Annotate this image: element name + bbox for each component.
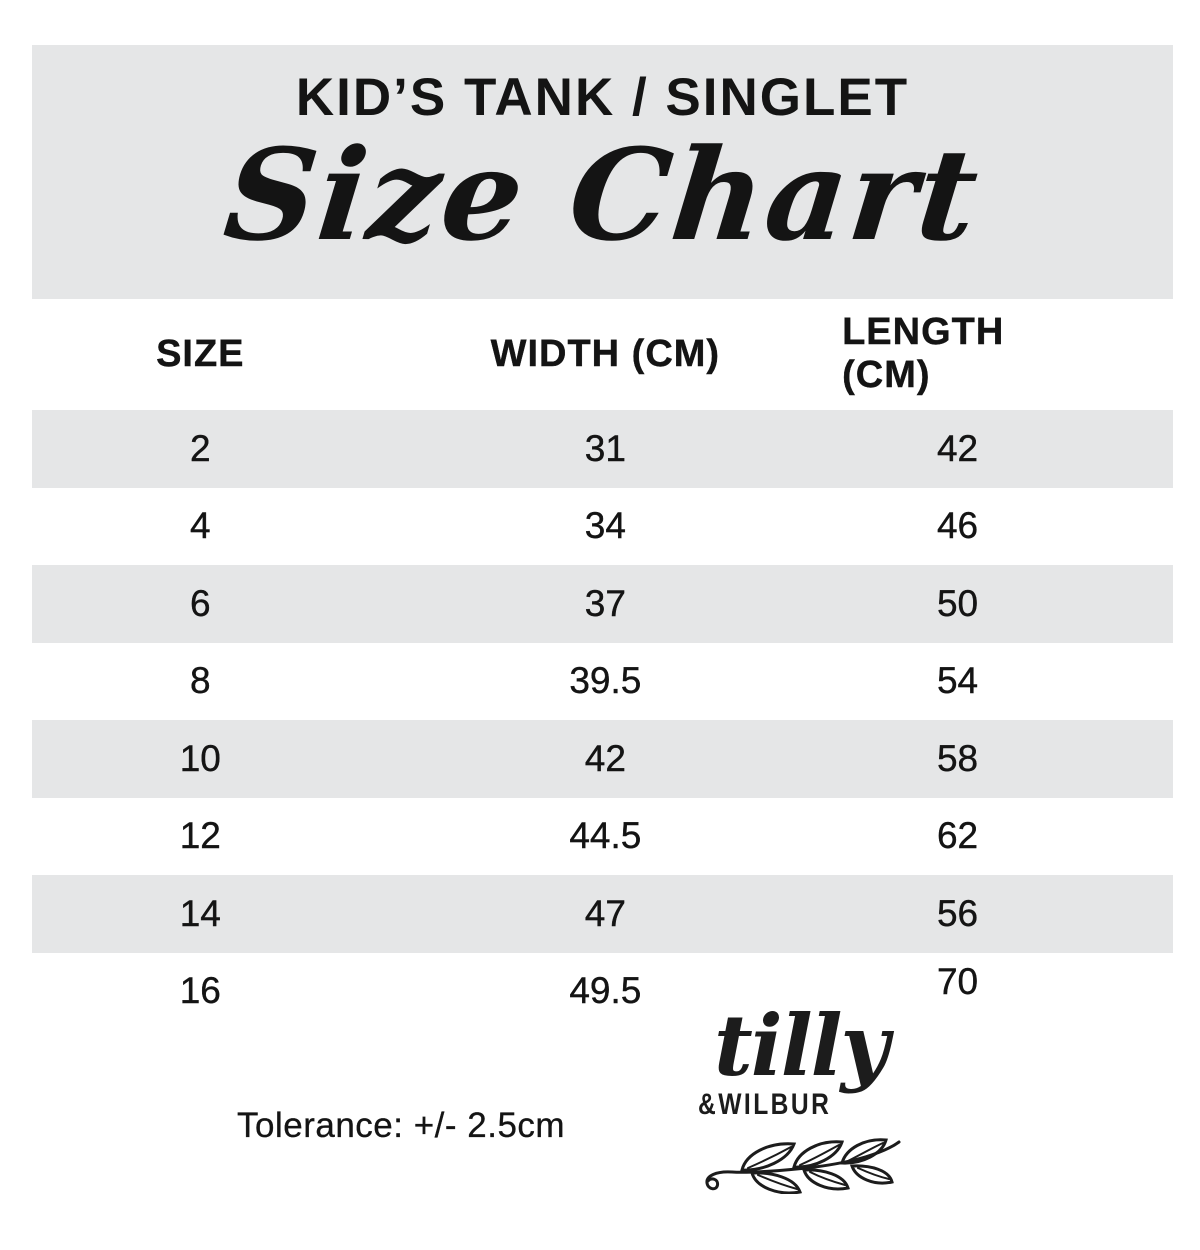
- table-row: [32, 720, 1173, 798]
- length-value: 42: [936, 427, 979, 469]
- table-row: [32, 643, 1173, 721]
- size-value: 10: [179, 737, 221, 779]
- width-value: 37: [584, 582, 626, 624]
- column-header-width: WIDTH (CM): [490, 332, 721, 375]
- table-row: [32, 953, 1173, 1031]
- size-value: 6: [190, 582, 211, 624]
- width-value: 39.5: [569, 660, 642, 702]
- size-value: 14: [179, 892, 221, 934]
- table-row: [32, 410, 1173, 488]
- table-column-headers: [32, 311, 1173, 396]
- width-value: 49.5: [569, 970, 642, 1012]
- width-value: 34: [584, 505, 626, 547]
- size-table: [32, 410, 1173, 1030]
- length-value: 56: [936, 892, 979, 934]
- table-row: [32, 488, 1173, 566]
- width-value: 44.5: [569, 815, 642, 857]
- width-value: 31: [584, 427, 626, 469]
- length-value: 62: [936, 815, 979, 857]
- tolerance-note: Tolerance: +/- 2.5cm: [237, 1106, 566, 1145]
- table-row: [32, 565, 1173, 643]
- column-header-size: SIZE: [156, 332, 245, 375]
- column-header-length: LENGTH (CM): [842, 311, 1005, 396]
- laurel-branch-icon: [702, 1126, 923, 1199]
- length-value: 50: [936, 582, 979, 624]
- size-value: 12: [179, 815, 221, 857]
- length-value: 46: [936, 505, 979, 547]
- length-value: 54: [936, 660, 979, 702]
- width-value: 42: [584, 737, 626, 779]
- length-value: 70: [936, 961, 979, 1003]
- brand-logo: [698, 996, 923, 1199]
- width-value: 47: [584, 892, 626, 934]
- length-value: 58: [936, 737, 979, 779]
- page-title: Size Chart: [218, 121, 987, 269]
- size-value: 4: [190, 505, 211, 547]
- header-band: [32, 45, 1173, 299]
- table-row: [32, 798, 1173, 876]
- size-value: 2: [190, 427, 211, 469]
- brand-name-caps: &WILBUR: [698, 1087, 832, 1121]
- page-subtitle: KID’S TANK / SINGLET: [295, 68, 910, 127]
- size-value: 16: [179, 970, 221, 1012]
- table-row: [32, 875, 1173, 953]
- size-value: 8: [190, 660, 211, 702]
- brand-name-script: tilly: [714, 996, 888, 1095]
